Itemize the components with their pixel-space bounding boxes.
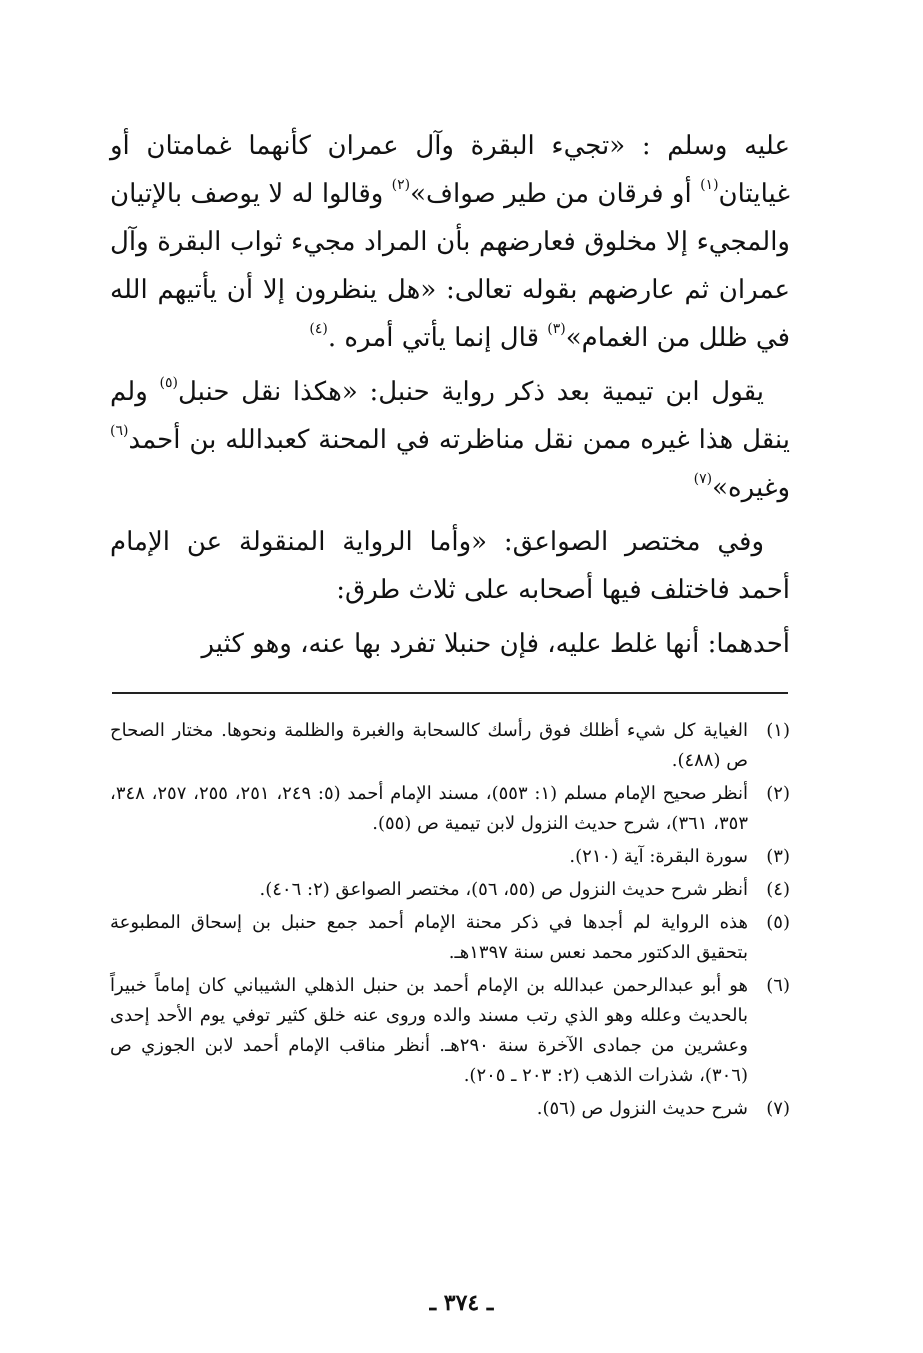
footnote-text: هو أبو عبدالرحمن عبدالله بن الإمام أحمد بن حنبل الذهلي الشيباني كان إماماً خبيراً بالحديث وعلله وهو الذي رتب مسند والده وروى عنه خلق كثير توفي يوم الأحد إحدى وعشرين من جمادى الآخرة سنة ٢٩٠هـ. أنظر مناقب الإمام أحمد لابن الجوزي ص (٣٠٦)، شذرات الذهب (٢: ٢٠٣ ـ ٢٠٥).: [110, 975, 748, 1086]
footnote-number: (٢): [766, 783, 790, 804]
paragraph-1: [110, 122, 790, 362]
paragraph-4: [110, 620, 790, 668]
footnote-marker: (١): [700, 177, 719, 193]
text-run: وفي مختصر الصواعق: «وأما الرواية المنقولة عن الإمام أحمد فاختلف فيها أصحابه على ثلاث طرق:: [110, 527, 790, 605]
footnotes: [110, 716, 790, 1127]
paragraph-3: [110, 518, 790, 614]
paragraph-2: [110, 368, 790, 512]
footnote: [110, 716, 790, 776]
text-run: أو فرقان من طير صواف»: [410, 179, 701, 209]
footnote-text: أنظر شرح حديث النزول ص (٥٥، ٥٦)، مختصر الصواعق (٢: ٤٠٦).: [259, 879, 748, 900]
footnote-number: (٧): [766, 1098, 790, 1119]
text-run: وغيره»: [712, 473, 790, 503]
text-run: وقالوا له لا يوصف بالإتيان والمجيء إلا مخلوق فعارضهم بأن المراد مجيء ثواب البقرة وآل عمران ثم عارضهم بقوله تعالى: «هل ينظرون إلا أن يأتيهم الله في ظلل من الغمام»: [110, 179, 790, 353]
footnote-text: أنظر صحيح الإمام مسلم (١: ٥٥٣)، مسند الإمام أحمد (٥: ٢٤٩، ٢٥١، ٢٥٥، ٢٥٧، ٣٤٨، ٣٥٣، ٣٦١)، شرح حديث النزول لابن تيمية ص (٥٥).: [110, 783, 748, 834]
footnote-number: (٥): [766, 912, 790, 933]
text-run: عليه وسلم : «تجيء البقرة وآل عمران كأنهما غمامتان أو غيايتان: [110, 131, 790, 209]
footnote-marker: (٤): [309, 321, 328, 337]
footnote-marker: (٣): [547, 321, 566, 337]
footnote: [110, 908, 790, 968]
text-run: ولم ينقل هذا غيره ممن نقل مناظرته في المحنة كعبدالله بن أحمد: [110, 377, 790, 455]
footnote-marker: (٦): [110, 423, 129, 439]
footnote-marker: (٧): [693, 471, 713, 487]
text-run: يقول ابن تيمية بعد ذكر رواية حنبل: «هكذا نقل حنبل: [177, 377, 765, 407]
footnote-text: هذه الرواية لم أجدها في ذكر محنة الإمام أحمد جمع حنبل بن إسحاق المطبوعة بتحقيق الدكتور محمد نعس سنة ١٣٩٧هـ.: [110, 912, 748, 963]
text-run: قال إنما يأتي أمره .: [327, 323, 548, 353]
footnote: [110, 1094, 790, 1124]
footnote-number: (٤): [766, 879, 790, 900]
footnote-number: (٣): [766, 846, 790, 867]
footnote-divider: [112, 692, 788, 694]
footnote-text: سورة البقرة: آية (٢١٠).: [569, 846, 748, 867]
page-number: ـ ٣٧٤ ـ: [429, 1290, 494, 1316]
footnote-text: الغياية كل شيء أظلك فوق رأسك كالسحابة والغبرة والظلمة ونحوها. مختار الصحاح ص (٤٨٨).: [110, 720, 748, 771]
footnote-text: شرح حديث النزول ص (٥٦).: [536, 1098, 748, 1119]
footnote: [110, 842, 790, 872]
footnote: [110, 779, 790, 839]
footnote: [110, 971, 790, 1091]
footnote-marker: (٢): [391, 177, 411, 193]
main-text: [110, 122, 790, 674]
footnote-number: (٦): [766, 975, 790, 996]
footnote: [110, 875, 790, 905]
footnote-number: (١): [766, 720, 790, 741]
text-run: أحدهما: أنها غلط عليه، فإن حنبلا تفرد بها عنه، وهو كثير: [201, 629, 790, 659]
footnote-marker: (٥): [159, 375, 178, 391]
